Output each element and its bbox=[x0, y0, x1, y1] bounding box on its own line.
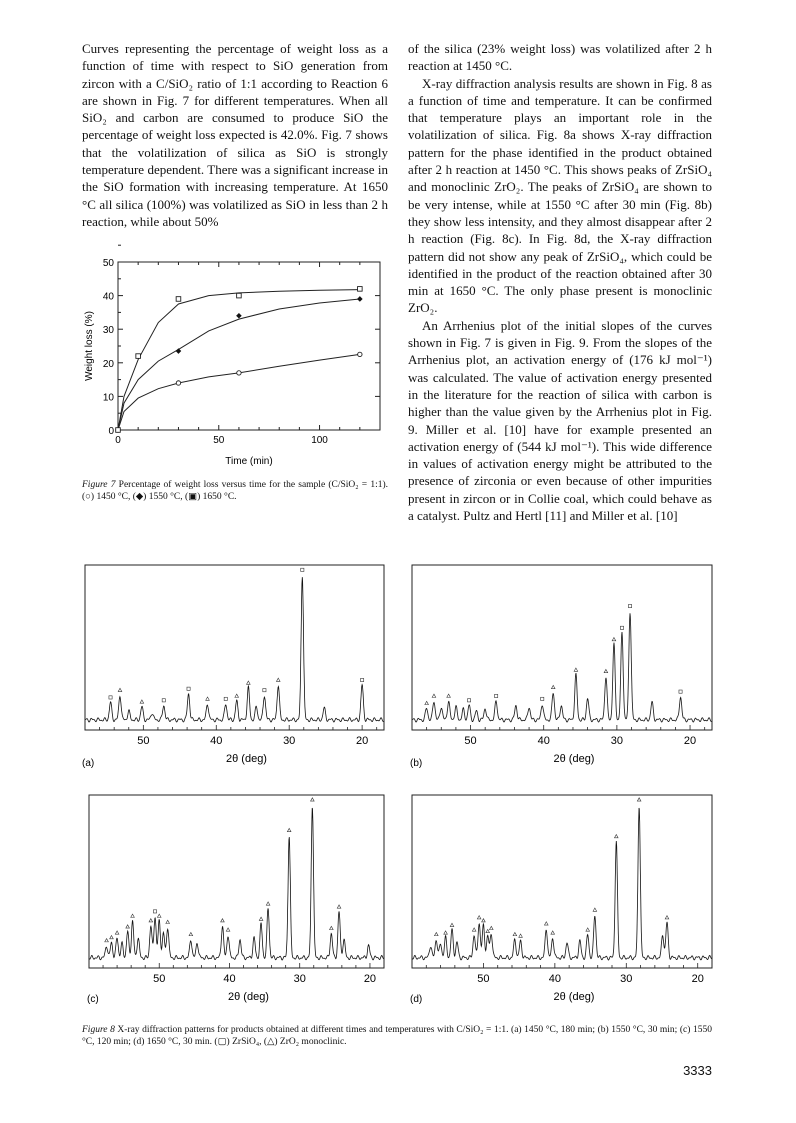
x-axis-label: 2θ (deg) bbox=[228, 991, 269, 1003]
zro2-peak-marker bbox=[614, 835, 618, 838]
zro2-peak-marker bbox=[126, 925, 130, 928]
data-point bbox=[116, 428, 121, 433]
xrd-pattern-line bbox=[412, 613, 712, 722]
zro2-peak-marker bbox=[266, 902, 270, 905]
data-point bbox=[176, 381, 180, 385]
zro2-peak-marker bbox=[450, 923, 454, 926]
data-point bbox=[236, 313, 242, 319]
panel-frame bbox=[412, 565, 712, 730]
data-point bbox=[237, 371, 241, 375]
zrsio4-peak-marker bbox=[679, 690, 682, 693]
x-axis-label: 2θ (deg) bbox=[553, 991, 595, 1003]
zrsio4-peak-marker bbox=[301, 568, 304, 571]
x-tick-label: 40 bbox=[210, 735, 223, 747]
zro2-peak-marker bbox=[311, 798, 315, 801]
series-curve bbox=[118, 299, 360, 430]
zro2-peak-marker bbox=[551, 931, 555, 934]
zrsio4-peak-marker bbox=[109, 696, 112, 699]
figure8-label: Figure 8 bbox=[82, 1025, 115, 1035]
zro2-peak-marker bbox=[337, 905, 341, 908]
x-tick-label: 30 bbox=[610, 735, 624, 747]
x-tick-label: 0 bbox=[115, 435, 121, 446]
zro2-peak-marker bbox=[593, 908, 597, 911]
x-tick-label: 20 bbox=[363, 973, 377, 985]
x-axis-label: Time (min) bbox=[225, 456, 273, 467]
x-tick-label: 40 bbox=[223, 973, 236, 985]
panel-label: (d) bbox=[410, 994, 423, 1005]
data-point bbox=[176, 348, 182, 354]
x-tick-label: 50 bbox=[137, 735, 150, 747]
zrsio4-peak-marker bbox=[541, 697, 544, 700]
paragraph: Curves representing the percentage of weight loss as a function of time with respect to SiO generation from zircon with a C/SiO₂ ratio of 1:1 according to Reaction 6 are shown in Fig. 7 for different temperatures. When all SiO₂ and carbon are consumed to produce SiO the percentage of weight loss expected is 42.0%. Fig. 7 shows that the volatilization of silica as SiO is strongly temperature dependent. There was a significant increase in the SiO formation with increasing temperature. At 1650 °C all silica (100%) was volatilized as SiO in less than 2 h reaction, while about 50% bbox=[82, 41, 388, 229]
paragraph: X-ray diffraction analysis results are shown in Fig. 8 as a function of time and temperature. It can be confirmed that temperature plays an important role in the volatilization of silica. Fig. 8a shows X-ray diffraction pattern for the phase identified in the product obtained after 2 h reaction at 1450 °C. This shows peaks of ZrSiO₄ and monoclinic ZrO₂. The peaks of ZrSiO₄ are shown to be very intense, while at 1550 °C after 30 min (Fig. 8b) they show less intensity, and they almost disappear after 2 h reaction (Fig. 8c). In Fig. 8d, the X-ray diffraction pattern did not show any peak of ZrSiO₄, which could be identified in the product of the reaction obtained after 30 min at 1650 °C. The only phase present is monoclinic ZrO₂. bbox=[408, 75, 712, 316]
x-tick-label: 20 bbox=[683, 735, 697, 747]
zro2-peak-marker bbox=[131, 914, 135, 917]
zro2-peak-marker bbox=[477, 916, 481, 919]
zro2-peak-marker bbox=[425, 701, 429, 704]
page-number: 3333 bbox=[683, 1063, 712, 1078]
zro2-peak-marker bbox=[330, 926, 334, 929]
figure7-caption-text: Percentage of weight loss versus time for the sample (C/SiO₂ = 1:1). (○) 1450 °C, (◆) 1550 °C, (▣) 1650 °C. bbox=[82, 480, 389, 502]
x-tick-label: 50 bbox=[477, 973, 490, 985]
zrsio4-peak-marker bbox=[361, 678, 364, 681]
zrsio4-peak-marker bbox=[153, 910, 156, 913]
zro2-peak-marker bbox=[486, 929, 490, 932]
xrd-pattern-line bbox=[89, 808, 384, 960]
zro2-peak-marker bbox=[140, 700, 144, 703]
zro2-peak-marker bbox=[432, 694, 436, 697]
zro2-peak-marker bbox=[447, 694, 451, 697]
zro2-peak-marker bbox=[482, 919, 486, 922]
x-tick-label: 20 bbox=[691, 973, 704, 985]
x-tick-label: 30 bbox=[283, 735, 296, 747]
figure8-caption bbox=[82, 1024, 712, 1048]
zro2-peak-marker bbox=[665, 916, 669, 919]
x-tick-label: 40 bbox=[548, 973, 561, 985]
zrsio4-peak-marker bbox=[162, 699, 165, 702]
x-tick-label: 50 bbox=[464, 735, 477, 747]
paragraph: of the silica (23% weight loss) was volatilized after 2 h reaction at 1450 °C. bbox=[408, 41, 712, 74]
data-point bbox=[357, 296, 363, 302]
zro2-peak-marker bbox=[166, 920, 170, 923]
zrsio4-peak-marker bbox=[495, 694, 498, 697]
xrd-panel-d bbox=[410, 795, 712, 1005]
panel-frame bbox=[89, 795, 384, 968]
zro2-peak-marker bbox=[551, 685, 555, 688]
zrsio4-peak-marker bbox=[263, 689, 266, 692]
x-axis-label: 2θ (deg) bbox=[226, 753, 267, 765]
paragraph: An Arrhenius plot of the initial slopes of the curves shown in Fig. 7 is given in Fig. 9. From the slopes of the Arrhenius plot, an activation energy of (176 kJ mol⁻¹) was calculated. The value of activation energy presented in the literature for the reaction of silica with carbon is higher than the value given by the Arrhenius plot in Fig. 9. Miller et al. [10] have for example presented an activation energy of (544 kJ mol⁻¹). This wide difference in values of activation energy might be attributed to the presence of zirconia or even because of other impurities present in zircon or in Collie coal, which could behave as a catalyst. Pultz and Hertl [11] and Miller et al. [10] bbox=[408, 317, 712, 524]
zro2-peak-marker bbox=[434, 932, 438, 935]
x-tick-label: 20 bbox=[355, 735, 369, 747]
zro2-peak-marker bbox=[513, 932, 517, 935]
panel-label: (b) bbox=[410, 758, 423, 769]
x-axis-label: 2θ (deg) bbox=[553, 753, 595, 765]
y-axis-label: Weight loss (%) bbox=[84, 311, 95, 381]
x-tick-label: 30 bbox=[293, 973, 306, 985]
zro2-peak-marker bbox=[637, 798, 641, 801]
y-tick-label: 40 bbox=[102, 291, 114, 303]
panel-label: (a) bbox=[82, 758, 95, 769]
plot-frame bbox=[118, 262, 380, 430]
zro2-peak-marker bbox=[472, 928, 476, 931]
xrd-pattern-line bbox=[85, 577, 384, 722]
xrd-panel-c bbox=[87, 795, 384, 1005]
zro2-peak-marker bbox=[149, 919, 153, 922]
zro2-peak-marker bbox=[118, 688, 122, 691]
zro2-peak-marker bbox=[519, 934, 523, 937]
zro2-peak-marker bbox=[574, 668, 578, 671]
figure7-chart bbox=[84, 245, 380, 467]
zro2-peak-marker bbox=[206, 697, 210, 700]
xrd-panel-a bbox=[82, 565, 384, 769]
zro2-peak-marker bbox=[489, 926, 493, 929]
zro2-peak-marker bbox=[544, 922, 548, 925]
zro2-peak-marker bbox=[157, 914, 161, 917]
zro2-peak-marker bbox=[221, 919, 225, 922]
y-tick-label: 30 bbox=[102, 325, 114, 337]
zrsio4-peak-marker bbox=[187, 687, 190, 690]
zrsio4-peak-marker bbox=[620, 626, 623, 629]
zrsio4-peak-marker bbox=[467, 699, 470, 702]
zrsio4-peak-marker bbox=[224, 697, 227, 700]
data-point bbox=[237, 293, 242, 298]
zro2-peak-marker bbox=[189, 932, 193, 935]
data-point bbox=[176, 297, 181, 302]
y-tick-label: 10 bbox=[102, 392, 114, 404]
y-tick-label: 0 bbox=[108, 426, 114, 437]
x-tick-label: 100 bbox=[311, 435, 328, 446]
zro2-peak-marker bbox=[247, 681, 251, 684]
zro2-peak-marker bbox=[586, 928, 590, 931]
figure7-caption bbox=[82, 479, 388, 503]
zro2-peak-marker bbox=[105, 939, 109, 942]
zro2-peak-marker bbox=[604, 669, 608, 672]
data-point bbox=[358, 287, 363, 292]
zro2-peak-marker bbox=[287, 828, 291, 831]
x-tick-label: 30 bbox=[620, 973, 633, 985]
zro2-peak-marker bbox=[110, 936, 114, 939]
y-tick-label: 20 bbox=[102, 358, 114, 370]
data-point bbox=[136, 354, 141, 359]
zro2-peak-marker bbox=[259, 917, 263, 920]
series-curve bbox=[118, 354, 360, 430]
xrd-pattern-line bbox=[412, 808, 712, 960]
zrsio4-peak-marker bbox=[628, 604, 631, 607]
zro2-peak-marker bbox=[276, 678, 280, 681]
data-point bbox=[358, 352, 362, 356]
y-tick-label: 50 bbox=[102, 258, 114, 269]
zro2-peak-marker bbox=[612, 638, 616, 641]
figure7-label: Figure 7 bbox=[82, 480, 116, 490]
x-tick-label: 40 bbox=[537, 735, 550, 747]
panel-frame bbox=[85, 565, 384, 730]
x-tick-label: 50 bbox=[213, 435, 225, 446]
zro2-peak-marker bbox=[444, 931, 448, 934]
zro2-peak-marker bbox=[226, 928, 230, 931]
zro2-peak-marker bbox=[235, 694, 239, 697]
panel-label: (c) bbox=[87, 994, 99, 1005]
x-tick-label: 50 bbox=[153, 973, 166, 985]
zro2-peak-marker bbox=[115, 931, 119, 934]
xrd-panel-b bbox=[410, 565, 712, 769]
figure8-caption-text: X-ray diffraction patterns for products obtained at different times and temperatures with C/SiO₂ = 1:1. (a) 1450 °C, 180 min; (b) 1550 °C, 30 min; (c) 1550 °C, 120 min; (d) 1650 °C, 30 min. (▢) ZrSiO₄, (△) ZrO₂ monoclinic. bbox=[82, 1025, 712, 1047]
